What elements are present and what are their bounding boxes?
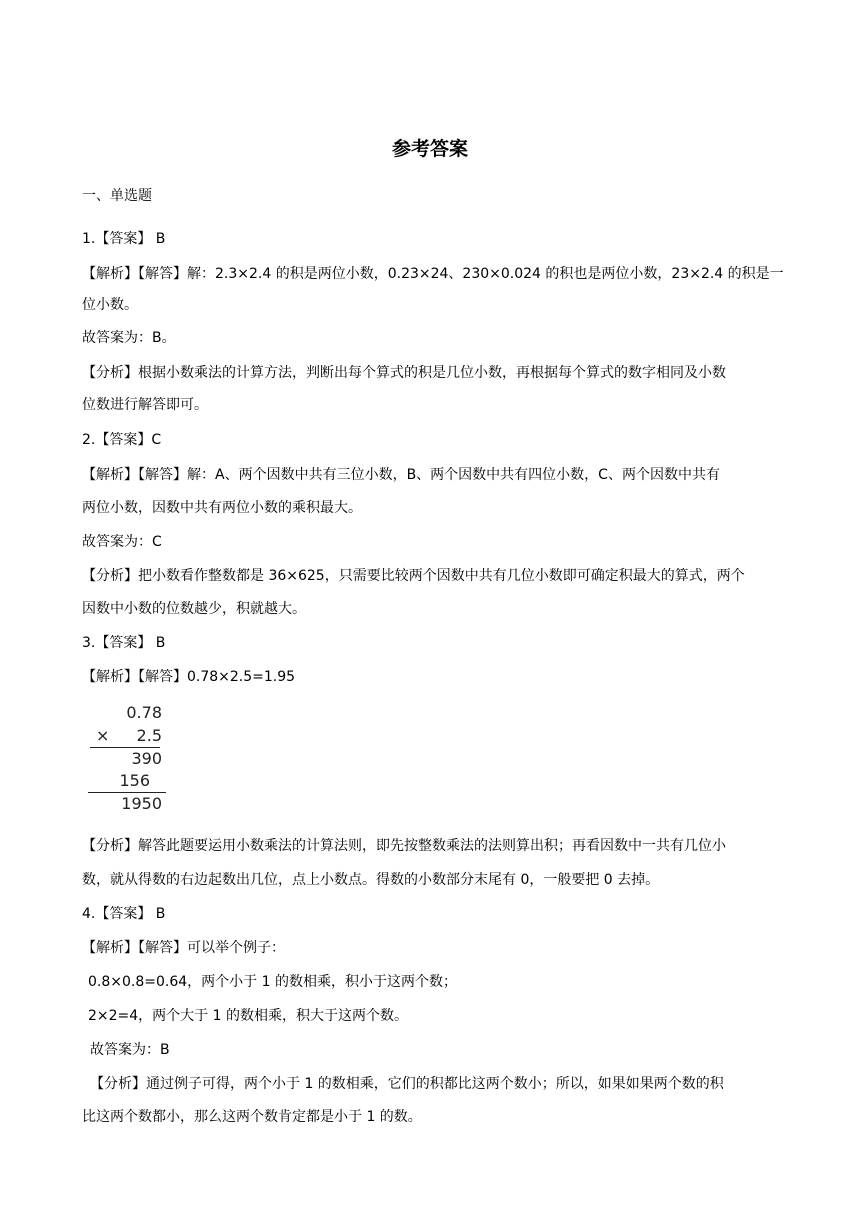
calc-multiplier: 2.5 [136, 726, 162, 745]
calc-rule-1 [90, 747, 160, 748]
q4-conclusion: 故答案为：B [90, 1042, 170, 1058]
section-heading: 一、单选题 [82, 188, 152, 204]
q2-analysis-line2: 因数中小数的位数越少，积就越大。 [82, 601, 306, 617]
q2-explain-line2: 两位小数，因数中共有两位小数的乘积最大。 [82, 500, 362, 516]
q4-analysis-line1: 【分析】通过例子可得，两个小于 1 的数相乘，它们的积都比这两个数小；所以，如果如果两个数的积 [90, 1076, 724, 1092]
q3-explain-line1: 【解析】【解答】0.78×2.5=1.95 [82, 669, 296, 685]
q2-conclusion: 故答案为：C [82, 534, 162, 550]
calc-rule-2 [88, 792, 166, 793]
q1-analysis-line1: 【分析】根据小数乘法的计算方法，判断出每个算式的积是几位小数，再根据每个算式的数字相同及小数 [82, 365, 726, 381]
page-title: 参考答案 [391, 138, 468, 160]
multiply-sign: × [96, 726, 110, 745]
q2-answer: 2.【答案】C [82, 432, 162, 448]
q4-example-2: 2×2=4，两个大于 1 的数相乘，积大于这两个数。 [88, 1008, 408, 1024]
calc-multiplicand: 0.78 [126, 703, 162, 722]
q3-analysis-line2: 数，就从得数的右边起数出几位，点上小数点。得数的小数部分末尾有 0，一般要把 0 去掉。 [82, 872, 660, 888]
vertical-multiplication [88, 703, 168, 815]
q4-analysis-line2: 比这两个数都小，那么这两个数肯定都是小于 1 的数。 [82, 1109, 422, 1125]
q1-answer: 1.【答案】 B [82, 231, 166, 247]
q2-analysis-line1: 【分析】把小数看作整数都是 36×625，只需要比较两个因数中共有几位小数即可确定积最大的算式，两个 [82, 568, 745, 584]
q4-explain-line1: 【解析】【解答】可以举个例子： [82, 940, 285, 956]
q3-analysis-line1: 【分析】解答此题要运用小数乘法的计算法则，即先按整数乘法的法则算出积；再看因数中一共有几位小 [82, 838, 726, 854]
calc-partial-1: 390 [131, 749, 162, 768]
calc-result: 1950 [121, 794, 162, 813]
q1-conclusion: 故答案为：B。 [82, 330, 176, 346]
q1-explain-line2: 位小数。 [82, 297, 138, 313]
q1-analysis-line2: 位数进行解答即可。 [82, 397, 208, 413]
q1-explain-line1: 【解析】【解答】解：2.3×2.4 的积是两位小数，0.23×24、230×0.024 的积也是两位小数，23×2.4 的积是一 [82, 266, 784, 282]
calc-partial-2: 156 [119, 771, 150, 790]
q3-answer: 3.【答案】 B [82, 635, 166, 651]
q2-explain-line1: 【解析】【解答】解：A、两个因数中共有三位小数，B、两个因数中共有四位小数，C、两个因数中共有 [82, 467, 720, 483]
q4-example-1: 0.8×0.8=0.64，两个小于 1 的数相乘，积小于这两个数； [88, 974, 457, 990]
q4-answer: 4.【答案】 B [82, 906, 166, 922]
